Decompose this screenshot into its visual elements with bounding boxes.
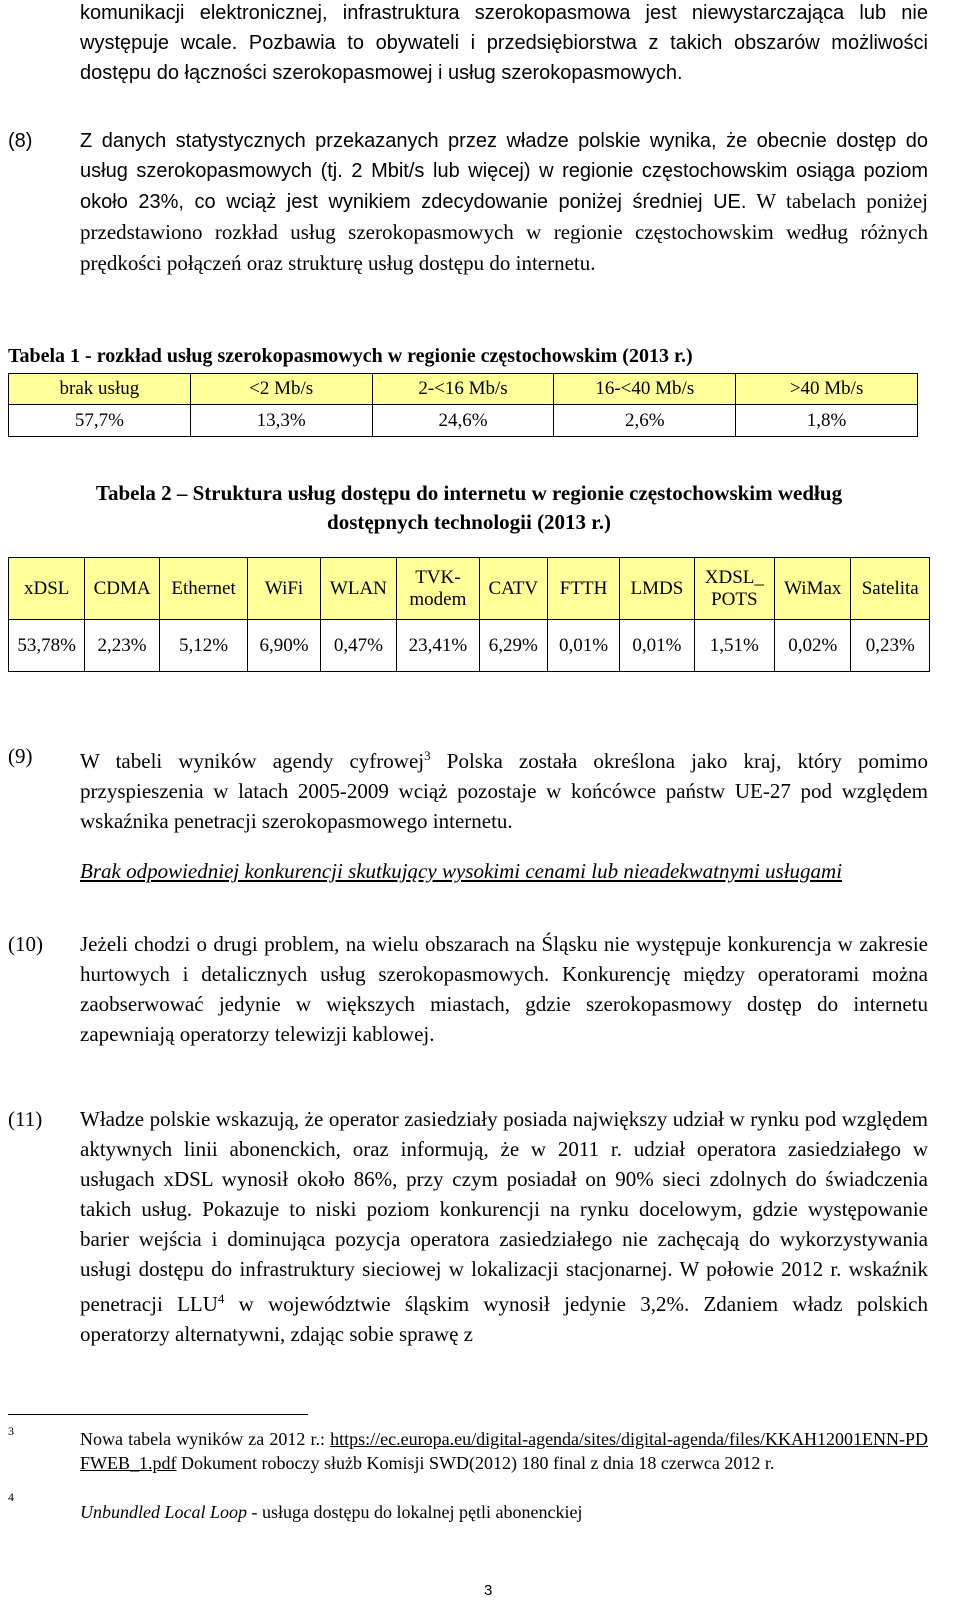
table2-header: TVK- modem bbox=[397, 558, 480, 620]
table2-header: CDMA bbox=[85, 558, 159, 620]
para11-text-a: Władze polskie wskazują, że operator zasiedziały posiada największy udział w rynku pod względem aktywnych linii abonenckich, oraz informują, że w 2011 r. udział operatora zasiedziałego w usługach xDSL wynosił około 86%, przy czym posiadał on 90% sieci zdolnych do świadczenia takich usług. Pokazuje to niski poziom konkurencji na rynku docelowym, gdzie występowanie barier wejścia i dominująca pozycja operatora zasiedziałego nie zachęcają do wykorzystywania usługi dostępu do infrastruktury sieciowej w lokalizacji stacjonarnej. W połowie 2012 r. wskaźnik penetracji LLU bbox=[80, 1107, 928, 1316]
table2-title-line1: Tabela 2 – Struktura usług dostępu do internetu w regionie częstochowskim według bbox=[95, 481, 843, 505]
para11-number: (11) bbox=[8, 1107, 43, 1131]
footnote3-link[interactable]: https://ec.europa.eu/digital-agenda/sites/digital-agenda/files/KKAH12001ENN-PDFWEB_1.pdf bbox=[80, 1429, 928, 1473]
table2-cell: 1,51% bbox=[694, 620, 774, 672]
table2-cell: 0,47% bbox=[320, 620, 396, 672]
table2-header-row bbox=[9, 558, 930, 620]
footnote3-text bbox=[80, 1427, 928, 1475]
footnote-ref-4[interactable]: 4 bbox=[217, 1291, 225, 1306]
table2-header: LMDS bbox=[620, 558, 694, 620]
table2-cell: 0,23% bbox=[851, 620, 930, 672]
table1 bbox=[8, 373, 918, 437]
table1-header: brak usług bbox=[9, 374, 191, 405]
table2-header: WLAN bbox=[320, 558, 396, 620]
page-number: 3 bbox=[484, 1582, 493, 1599]
table2-cell: 6,29% bbox=[479, 620, 547, 672]
para11-text-b: w województwie śląskim wynosił jedynie 3,2%. Zdaniem władz polskich operatorzy alternatywni, zdając sobie sprawę z bbox=[80, 1292, 928, 1346]
para8-text-part1: Z danych statystycznych przekazanych przez władze polskie wynika, że obecnie dostęp do usług szerokopasmowych (tj. 2 Mbit/s lub więcej) w regionie częstochowskim osiąga poziom około 23%, co wciąż jest wynikiem zdecydowanie poniżej średniej UE. bbox=[80, 130, 928, 213]
table2-header: WiFi bbox=[248, 558, 320, 620]
footnote4-description: - usługa dostępu do lokalnej pętli abonenckiej bbox=[247, 1502, 583, 1522]
table2-header: FTTH bbox=[547, 558, 619, 620]
footnote4-text bbox=[80, 1500, 928, 1524]
table1-header: 16-<40 Mb/s bbox=[554, 374, 736, 405]
footnote4-term: Unbundled Local Loop bbox=[80, 1502, 248, 1522]
table2-header: CATV bbox=[479, 558, 547, 620]
para9-number: (9) bbox=[8, 744, 33, 768]
table2-header: xDSL bbox=[9, 558, 85, 620]
table2-header: WiMax bbox=[775, 558, 851, 620]
footnote3-text-a: Nowa tabela wyników za 2012 r.: bbox=[80, 1429, 331, 1449]
table2-value-row bbox=[9, 620, 930, 672]
table2-cell: 6,90% bbox=[248, 620, 320, 672]
table1-cell: 13,3% bbox=[190, 405, 372, 437]
para9-text-b: Polska została określona jako kraj, który pomimo przyspieszenia w latach 2005-2009 wciąż pozostaje w końcówce państw UE-27 pod względem wskaźnika penetracji szerokopasmowego internetu. bbox=[80, 749, 928, 833]
footnote4-number: 4 bbox=[8, 1490, 14, 1504]
table2-header: Ethernet bbox=[159, 558, 248, 620]
table2-cell: 0,01% bbox=[547, 620, 619, 672]
table1-cell: 1,8% bbox=[736, 405, 918, 437]
table2-header: XDSL_ POTS bbox=[694, 558, 774, 620]
section-subheading: Brak odpowiedniej konkurencji skutkujący wysokimi cenami lub nieadekwatnymi usługami bbox=[80, 859, 843, 883]
table1-header: <2 Mb/s bbox=[190, 374, 372, 405]
footnote-divider bbox=[8, 1414, 308, 1415]
table1-header: 2-<16 Mb/s bbox=[372, 374, 554, 405]
intro-continuation: komunikacji elektronicznej, infrastruktura szerokopasmowa jest niewystarczająca lub nie występuje wcale. Pozbawia to obywateli i przedsiębiorstwa z takich obszarów możliwości dostępu do łączności szerokopasmowej i usług szerokopasmowych. bbox=[80, 2, 928, 84]
table1-header-row bbox=[9, 374, 918, 405]
table2-cell: 0,01% bbox=[620, 620, 694, 672]
table2-cell: 53,78% bbox=[9, 620, 85, 672]
table2 bbox=[8, 557, 930, 672]
table1-cell: 2,6% bbox=[554, 405, 736, 437]
para8-number: (8) bbox=[8, 130, 33, 152]
table2-cell: 2,23% bbox=[85, 620, 159, 672]
table1-cell: 24,6% bbox=[372, 405, 554, 437]
table2-cell: 0,02% bbox=[775, 620, 851, 672]
para10-number: (10) bbox=[8, 932, 43, 956]
table2-cell: 5,12% bbox=[159, 620, 248, 672]
table2-cell: 23,41% bbox=[397, 620, 480, 672]
para9-text bbox=[80, 741, 928, 836]
para11-text bbox=[80, 1104, 928, 1349]
footnote-ref-3[interactable]: 3 bbox=[424, 748, 431, 763]
para8-text bbox=[80, 126, 928, 279]
table1-header: >40 Mb/s bbox=[736, 374, 918, 405]
footnote3-text-b: Dokument roboczy służb Komisji SWD(2012) 180 final z dnia 18 czerwca 2012 r. bbox=[176, 1453, 775, 1473]
table1-value-row bbox=[9, 405, 918, 437]
table1-title: Tabela 1 - rozkład usług szerokopasmowych w regionie częstochowskim (2013 r.) bbox=[8, 345, 693, 367]
table2-title-line2: dostępnych technologii (2013 r.) bbox=[327, 510, 611, 534]
footnote3-number: 3 bbox=[8, 1424, 14, 1438]
table2-header: Satelita bbox=[851, 558, 930, 620]
para8-text-part2: W tabelach poniżej przedstawiono rozkład usług szerokopasmowych w regionie częstochowskim według różnych prędkości połączeń oraz strukturę usług dostępu do internetu. bbox=[80, 189, 929, 275]
para9-text-a: W tabeli wyników agendy cyfrowej bbox=[80, 749, 425, 773]
table1-cell: 57,7% bbox=[9, 405, 191, 437]
para10-text: Jeżeli chodzi o drugi problem, na wielu obszarach na Śląsku nie występuje konkurencja w zakresie hurtowych i detalicznych usług szerokopasmowych. Konkurencję między operatorami można zaobserwować jedynie w większych miastach, gdzie szerokopasmowy dostęp do internetu zapewniają operatorzy telewizji kablowej. bbox=[80, 932, 928, 1046]
